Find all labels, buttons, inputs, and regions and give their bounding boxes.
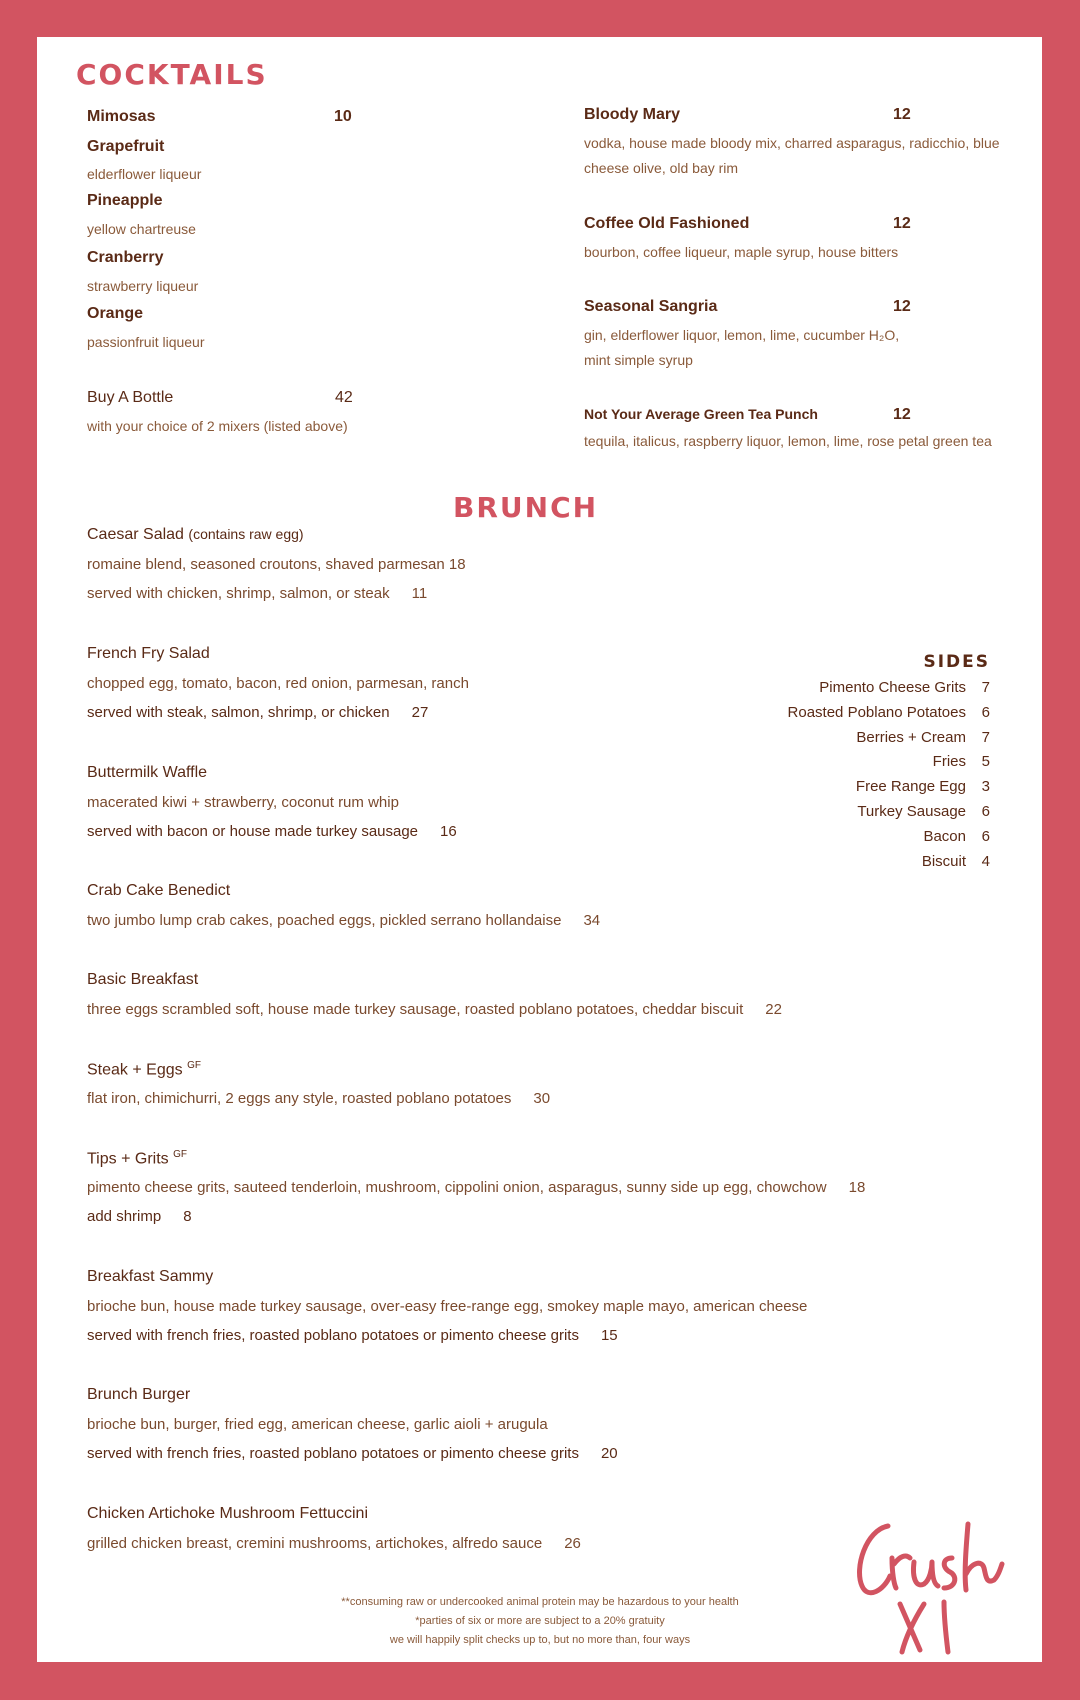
brunch-item-addon [87,823,457,840]
brunch-item-desc: brioche bun, house made turkey sausage, over-easy free-range egg, smokey maple mayo, american cheese [87,1298,808,1315]
side-item [788,726,990,751]
side-name: Biscuit [921,852,966,870]
brunch-item-addon [87,1208,192,1225]
side-name: Pimento Cheese Grits [819,679,966,696]
side-item [788,701,990,726]
footer-notes [260,1593,820,1650]
brunch-item-addon [87,585,427,602]
side-price: 7 [981,728,990,746]
cocktail-price: 12 [893,298,911,315]
brunch-item-desc [87,1090,550,1107]
mimosa-flavor-name: Grapefruit [87,138,165,155]
mimosas-name: Mimosas [87,108,156,125]
brunch-item-name: Breakfast Sammy [87,1268,214,1285]
brunch-price: 34 [583,912,601,929]
side-name: Berries + Cream [856,728,966,746]
brunch-addon-price: 11 [411,585,428,602]
brunch-price: 18 [848,1179,866,1196]
brunch-addon-text: served with steak, salmon, shrimp, or chicken [87,704,390,721]
brunch-item-addon [87,1445,618,1462]
side-name: Bacon [923,827,966,845]
cocktail-desc: bourbon, coffee liqueur, maple syrup, house bitters [584,244,899,260]
brunch-price: 20 [600,1445,618,1462]
mimosa-flavor-desc: yellow chartreuse [87,221,196,237]
brunch-item-addon [87,704,428,721]
sides-list [788,676,990,874]
brunch-item-name: Crab Cake Benedict [87,882,231,899]
brunch-item-title: Caesar Salad [87,526,184,543]
cocktail-price: 12 [893,106,911,123]
cocktail-price: 12 [893,406,911,423]
brunch-desc-text: grilled chicken breast, cremini mushrooms, artichokes, alfredo sauce [87,1535,543,1552]
brunch-item-name: Brunch Burger [87,1386,191,1403]
brunch-price: 15 [600,1327,618,1344]
brunch-addon-text: add shrimp [87,1208,162,1225]
brunch-item-desc: macerated kiwi + strawberry, coconut rum whip [87,794,399,811]
gluten-free-tag: GF [187,1060,201,1071]
brunch-desc-text: romaine blend, seasoned croutons, shaved parmesan [87,556,445,573]
mimosa-flavor-name: Cranberry [87,249,164,266]
brunch-addon-price: 8 [183,1208,192,1225]
brunch-item-desc [87,1535,581,1552]
mimosa-flavor-desc: strawberry liqueur [87,278,199,294]
brunch-heading: BRUNCH [453,491,599,524]
side-item [788,750,990,775]
brunch-price: 26 [564,1535,581,1552]
brunch-addon-text: served with french fries, roasted poblano potatoes or pimento cheese grits [87,1445,579,1462]
brunch-item-name: Chicken Artichoke Mushroom Fettuccini [87,1505,368,1522]
gluten-free-tag: GF [173,1149,187,1160]
crush-xi-logo [848,1518,1008,1658]
brunch-price: 16 [440,823,457,840]
brunch-item-desc: brioche bun, burger, fried egg, american cheese, garlic aioli + arugula [87,1416,548,1433]
raw-protein-warning: **consuming raw or undercooked animal protein may be hazardous to your health [341,1596,739,1608]
brunch-item-desc [87,556,466,573]
mimosa-flavor-desc: passionfruit liqueur [87,334,205,350]
brunch-item-name: Buttermilk Waffle [87,764,208,781]
mimosa-flavor-name: Orange [87,305,144,322]
gratuity-note: *parties of six or more are subject to a 20% gratuity [415,1615,665,1627]
brunch-addon-text: served with chicken, shrimp, salmon, or steak [87,585,390,602]
brunch-addon-text: served with bacon or house made turkey sausage [87,823,419,840]
side-price: 5 [981,753,990,771]
side-price: 3 [981,778,990,796]
brunch-item-title: Tips + Grits [87,1150,169,1168]
side-item [788,775,990,800]
cocktail-name: Not Your Average Green Tea Punch [584,406,818,422]
cocktail-desc: tequila, italicus, raspberry liquor, lemon, lime, rose petal green tea [584,433,992,449]
side-price: 6 [981,802,990,820]
brunch-price: 18 [448,556,466,573]
bottle-price: 42 [335,389,353,406]
brunch-item-desc [87,1001,782,1018]
brunch-desc-text: three eggs scrambled soft, house made turkey sausage, roasted poblano potatoes, cheddar biscuit [87,1001,744,1018]
cocktails-heading: COCKTAILS [76,58,268,91]
side-item [788,825,990,850]
cocktail-name: Seasonal Sangria [584,298,718,315]
cocktail-price: 12 [893,215,911,232]
brunch-item-desc [87,1179,865,1196]
brunch-item-title: Steak + Eggs [87,1061,183,1079]
brunch-item-name [87,526,304,544]
cocktail-desc: mint simple syrup [584,352,693,368]
brunch-item-desc [87,912,600,929]
split-checks-note: we will happily split checks up to, but no more than, four ways [389,1634,691,1646]
brunch-item-name: Basic Breakfast [87,971,199,988]
bottle-desc: with your choice of 2 mixers (listed above) [87,418,348,434]
brunch-price: 22 [765,1001,782,1018]
side-price: 6 [981,703,990,721]
brunch-item-name [87,1060,201,1079]
cocktail-name: Bloody Mary [584,106,681,123]
brunch-price: 30 [533,1090,551,1107]
mimosa-flavor-name: Pineapple [87,192,163,209]
raw-egg-note: (contains raw egg) [188,526,304,542]
side-price: 6 [981,827,990,845]
side-price: 4 [981,852,990,870]
mimosa-flavor-desc: elderflower liqueur [87,166,202,182]
brunch-item-desc: chopped egg, tomato, bacon, red onion, parmesan, ranch [87,675,469,692]
cocktail-desc: gin, elderflower liquor, lemon, lime, cucumber H₂O, [584,327,900,343]
brunch-addon-text: served with french fries, roasted poblano potatoes or pimento cheese grits [87,1327,579,1344]
mimosas-price: 10 [334,108,352,125]
side-name: Turkey Sausage [857,802,966,820]
brunch-item-name: French Fry Salad [87,645,210,662]
side-name: Fries [932,753,966,771]
cocktail-desc: cheese olive, old bay rim [584,160,739,176]
side-name: Roasted Poblano Potatoes [787,703,966,721]
cocktail-desc: vodka, house made bloody mix, charred asparagus, radicchio, blue [584,135,1000,151]
side-price: 7 [981,679,990,696]
bottle-name: Buy A Bottle [87,389,174,406]
brunch-item-name [87,1149,187,1168]
brunch-price: 27 [411,704,429,721]
side-item [788,850,990,875]
brunch-desc-text: pimento cheese grits, sauteed tenderloin, mushroom, cippolini onion, asparagus, sunny side up egg, chowchow [87,1179,827,1196]
brunch-desc-text: flat iron, chimichurri, 2 eggs any style, roasted poblano potatoes [87,1090,512,1107]
sides-heading: SIDES [923,652,990,672]
brunch-item-addon [87,1327,618,1344]
side-item [788,676,990,701]
brunch-desc-text: two jumbo lump crab cakes, poached eggs, pickled serrano hollandaise [87,912,562,929]
side-item [788,800,990,825]
side-name: Free Range Egg [855,778,966,796]
cocktail-name: Coffee Old Fashioned [584,215,750,232]
